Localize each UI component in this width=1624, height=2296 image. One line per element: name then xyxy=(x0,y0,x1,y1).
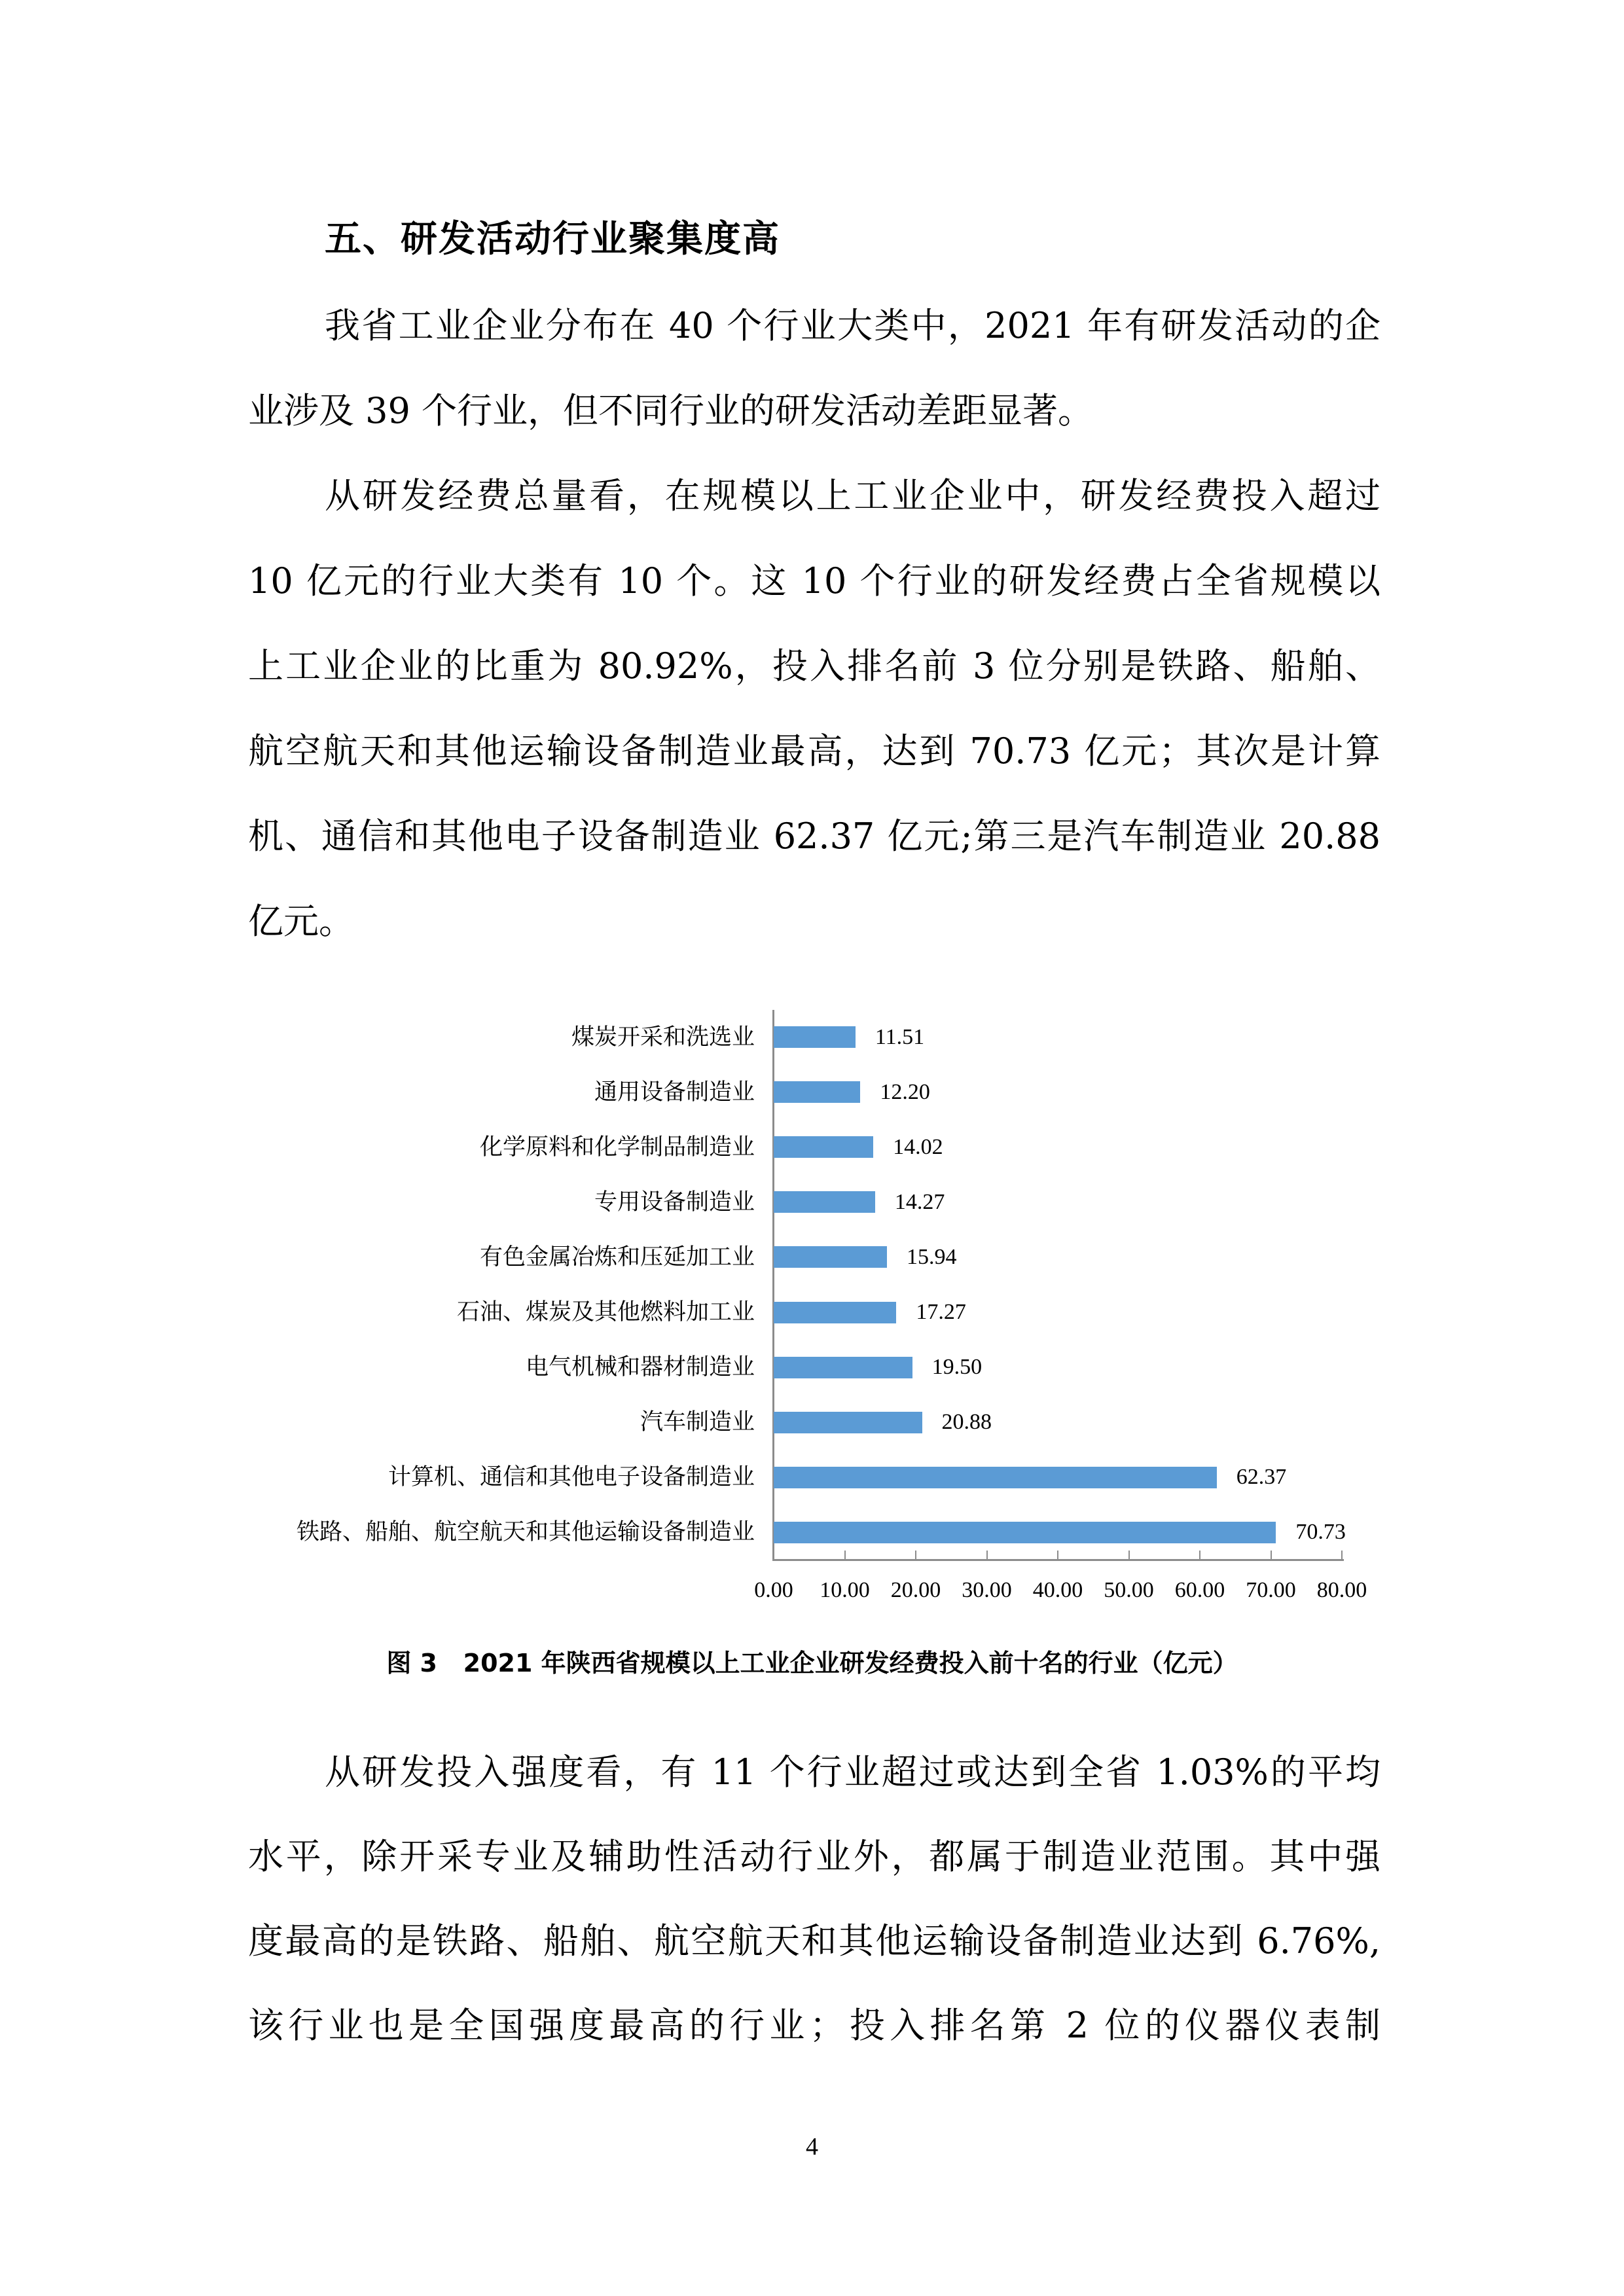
category-label: 电气机械和器材制造业 xyxy=(525,1354,755,1381)
category-label: 煤炭开采和洗选业 xyxy=(571,1024,755,1050)
bar xyxy=(774,1026,856,1048)
value-label: 17.27 xyxy=(916,1300,966,1324)
x-tick-label: 40.00 xyxy=(1032,1578,1083,1602)
paragraph-1-line-1: 我省工业企业分布在 40 个行业大类中，2021 年有研发活动的企 xyxy=(325,305,1380,346)
figure-caption: 图 3 2021 年陕西省规模以上工业企业研发经费投入前十名的行业（亿元） xyxy=(386,1649,1238,1677)
value-label: 14.02 xyxy=(893,1134,943,1159)
paragraph-3-line-1: 从研发投入强度看，有 11 个行业超过或达到全省 1.03%的平均 xyxy=(325,1751,1380,1793)
category-label: 专用设备制造业 xyxy=(594,1189,755,1215)
paragraph-3-line-4: 该行业也是全国强度最高的行业；投入排名第 2 位的仪器仪表制 xyxy=(248,2005,1380,2046)
paragraph-2-line-1: 从研发经费总量看，在规模以上工业企业中，研发经费投入超过 xyxy=(325,475,1380,516)
category-label: 汽车制造业 xyxy=(640,1409,755,1436)
category-label: 通用设备制造业 xyxy=(594,1079,755,1105)
category-label: 化学原料和化学制品制造业 xyxy=(479,1134,755,1160)
category-label: 石油、煤炭及其他燃料加工业 xyxy=(456,1299,755,1325)
x-tick-mark xyxy=(844,1551,846,1560)
section-heading: 五、研发活动行业聚集度高 xyxy=(325,218,780,260)
x-tick-label: 20.00 xyxy=(890,1578,941,1602)
value-label: 20.88 xyxy=(941,1410,992,1435)
x-tick-label: 50.00 xyxy=(1104,1578,1154,1602)
x-tick-mark xyxy=(986,1551,988,1560)
x-tick-mark xyxy=(1128,1551,1130,1560)
bar xyxy=(774,1191,875,1213)
category-label: 计算机、通信和其他电子设备制造业 xyxy=(388,1464,755,1491)
bar xyxy=(774,1522,1276,1543)
value-label: 14.27 xyxy=(894,1189,945,1214)
x-tick-mark xyxy=(1271,1551,1272,1560)
x-tick-mark xyxy=(1057,1551,1058,1560)
paragraph-2-line-6: 亿元。 xyxy=(248,901,354,942)
value-label: 11.51 xyxy=(875,1024,925,1049)
x-tick-label: 0.00 xyxy=(754,1578,793,1602)
category-label: 铁路、船舶、航空航天和其他运输设备制造业 xyxy=(296,1519,755,1546)
paragraph-3-line-2: 水平，除开采专业及辅助性活动行业外，都属于制造业范围。其中强 xyxy=(248,1836,1380,1877)
x-tick-label: 10.00 xyxy=(820,1578,870,1602)
bar xyxy=(774,1246,887,1268)
paragraph-3-line-3: 度最高的是铁路、船舶、航空航天和其他运输设备制造业达到 6.76%, xyxy=(248,1920,1380,1962)
value-label: 15.94 xyxy=(906,1244,957,1269)
paragraph-2-line-5: 机、通信和其他电子设备制造业 62.37 亿元;第三是汽车制造业 20.88 xyxy=(248,816,1380,857)
bar xyxy=(774,1357,912,1378)
x-tick-mark xyxy=(915,1551,916,1560)
x-tick-mark xyxy=(1341,1551,1343,1560)
bar xyxy=(774,1136,873,1158)
x-tick-label: 80.00 xyxy=(1316,1578,1367,1602)
paragraph-1-line-2: 业涉及 39 个行业，但不同行业的研发活动差距显著。 xyxy=(248,390,1094,431)
bar xyxy=(774,1302,896,1323)
bar xyxy=(774,1412,922,1433)
value-label: 12.20 xyxy=(880,1079,930,1104)
paragraph-2-line-2: 10 亿元的行业大类有 10 个。这 10 个行业的研发经费占全省规模以 xyxy=(248,560,1380,601)
page-number: 4 xyxy=(806,2133,818,2161)
bar xyxy=(774,1081,860,1103)
x-tick-label: 60.00 xyxy=(1174,1578,1225,1602)
paragraph-2-line-4: 航空航天和其他运输设备制造业最高，达到 70.73 亿元；其次是计算 xyxy=(248,730,1380,772)
value-label: 19.50 xyxy=(931,1355,983,1380)
paragraph-2-line-3: 上工业企业的比重为 80.92%，投入排名前 3 位分别是铁路、船舶、 xyxy=(248,645,1380,687)
x-tick-label: 30.00 xyxy=(962,1578,1012,1602)
value-label: 70.73 xyxy=(1295,1520,1346,1545)
value-label: 62.37 xyxy=(1236,1465,1287,1490)
category-label: 有色金属冶炼和压延加工业 xyxy=(479,1244,755,1270)
x-tick-mark xyxy=(1199,1551,1200,1560)
bar xyxy=(774,1467,1217,1488)
x-tick-label: 70.00 xyxy=(1246,1578,1296,1602)
